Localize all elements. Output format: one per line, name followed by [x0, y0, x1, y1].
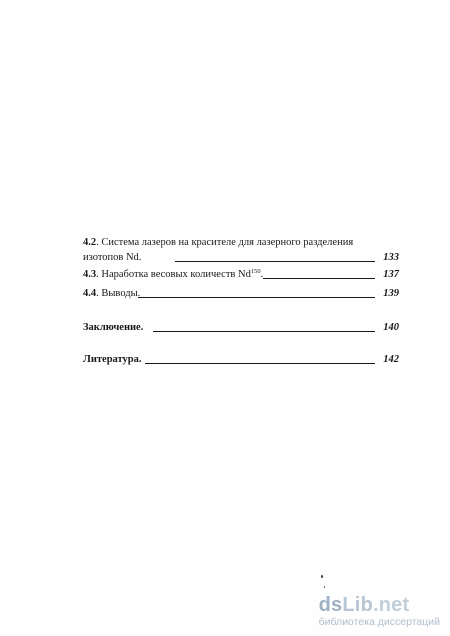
toc-number: 4.2 [83, 237, 97, 248]
dotted-leader [153, 331, 375, 332]
scan-speck [324, 586, 325, 588]
dotted-leader [138, 297, 375, 298]
dotted-leader [263, 278, 375, 279]
dotted-leader [175, 261, 375, 262]
toc-title: Литература. [83, 354, 142, 365]
toc-entry-4-4 [83, 287, 399, 300]
toc-number: 4.3 [83, 269, 97, 280]
toc-entry-4-2-line2 [83, 251, 399, 264]
dotted-leader [145, 363, 375, 364]
toc-entry-4-3 [83, 268, 399, 281]
scan-speck [321, 575, 323, 578]
dslib-logo: dsLib.net [318, 594, 410, 616]
dslib-watermark [319, 595, 440, 628]
toc-title: . Выводы. [96, 288, 141, 299]
toc-entry-literature [83, 353, 399, 366]
toc-title: изотопов Nd. [83, 252, 142, 263]
toc-number: 4.4 [83, 288, 97, 299]
toc-page-number: 140 [383, 322, 399, 333]
toc-entry-4-2-line1 [83, 236, 399, 249]
toc-page-number: 142 [383, 354, 399, 365]
toc-page-number: 139 [383, 288, 399, 299]
toc-title-tail: . [260, 269, 264, 280]
dslib-subtitle: библиотека диссертаций [318, 616, 440, 628]
toc-title: . Система лазеров на красителе для лазерного разделения [96, 237, 354, 248]
toc-page-number: 137 [383, 269, 399, 280]
toc-title: Заключение. [83, 322, 144, 333]
toc-entry-conclusion [83, 321, 399, 334]
toc-superscript: 150 [250, 268, 261, 275]
toc-page-number: 133 [383, 252, 399, 263]
toc-title: . Наработка весовых количеств Nd [96, 269, 251, 280]
